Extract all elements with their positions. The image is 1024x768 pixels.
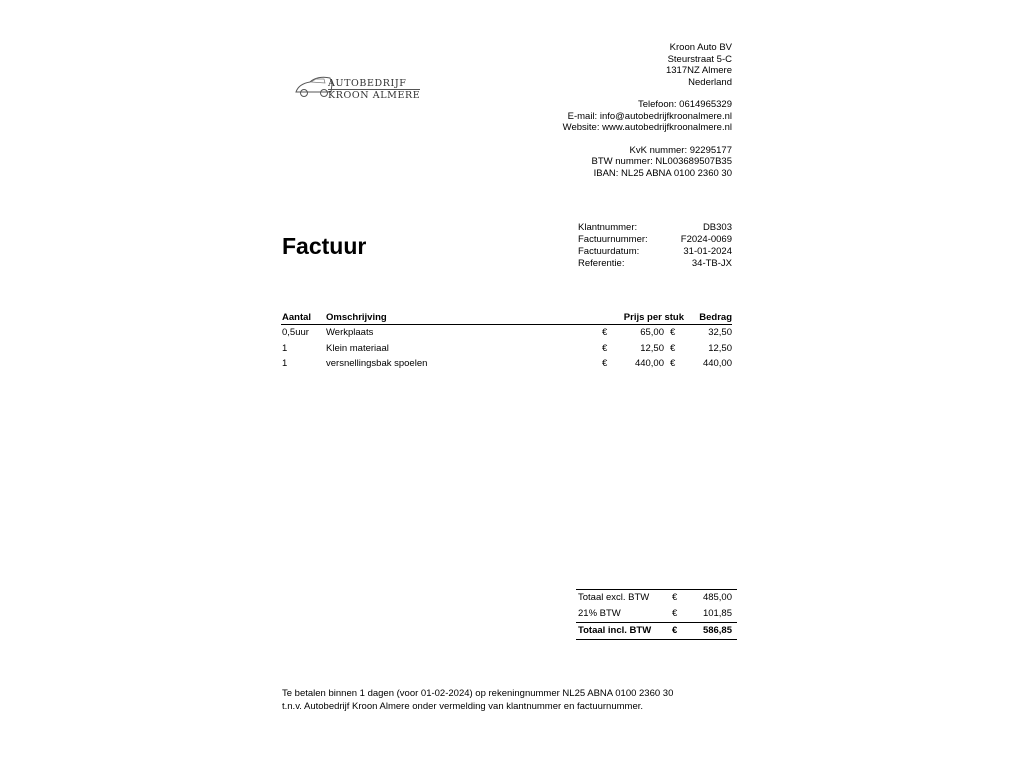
row-qty: 1 — [282, 342, 288, 354]
row-amount-currency: € — [670, 327, 676, 338]
meta-value: 31-01-2024 — [683, 246, 732, 257]
total-excl-vat-row — [576, 590, 737, 606]
company-country: Nederland — [688, 76, 732, 88]
company-website: Website: www.autobedrijfkroonalmere.nl — [562, 122, 732, 133]
invoice-title: Factuur — [282, 233, 367, 259]
logo-line-1: AUTOBEDRIJF — [328, 78, 407, 89]
meta-value: 34-TB-JX — [691, 258, 732, 269]
table-row — [281, 341, 732, 357]
row-price-currency: € — [602, 327, 608, 338]
total-label: Totaal incl. BTW — [578, 625, 652, 636]
meta-row-reference — [578, 258, 732, 270]
company-logo — [294, 70, 429, 106]
company-iban: IBAN: NL25 ABNA 0100 2360 30 — [593, 167, 732, 179]
payment-note — [282, 688, 673, 713]
meta-label: Klantnummer: — [578, 222, 638, 233]
company-phone: Telefoon: 0614965329 — [637, 99, 732, 110]
divider — [576, 639, 737, 640]
meta-label: Factuurnummer: — [578, 234, 648, 245]
meta-label: Factuurdatum: — [578, 246, 640, 257]
totals-block — [576, 589, 737, 640]
company-kvk: KvK nummer: 92295177 — [629, 144, 732, 156]
meta-row-invoice-number — [578, 234, 732, 246]
header-description: Omschrijving — [326, 312, 387, 323]
header-price: Prijs per stuk — [623, 312, 684, 323]
total-value: 586,85 — [702, 625, 732, 636]
row-qty: 1 — [282, 358, 288, 369]
total-currency: € — [672, 608, 678, 619]
row-description: versnellingsbak spoelen — [326, 358, 428, 369]
row-amount-currency: € — [670, 342, 676, 354]
items-table — [281, 311, 732, 372]
row-price-currency: € — [602, 358, 608, 369]
total-currency: € — [672, 592, 678, 603]
company-name: Kroon Auto BV — [669, 42, 732, 53]
meta-row-invoice-date — [578, 246, 732, 258]
company-email: E-mail: info@autobedrijfkroonalmere.nl — [567, 110, 732, 122]
meta-label: Referentie: — [578, 258, 625, 269]
logo-line-2: KROON ALMERE — [328, 90, 421, 101]
payment-note-line-2: t.n.v. Autobedrijf Kroon Almere onder vermelding van klantnummer en factuurnummer. — [282, 700, 644, 712]
meta-value: DB303 — [702, 222, 732, 233]
row-amount-currency: € — [670, 358, 676, 369]
company-street: Steurstraat 5-C — [667, 53, 732, 65]
meta-row-customer — [578, 222, 732, 234]
row-price: 12,50 — [640, 342, 664, 354]
vat-row — [576, 606, 737, 622]
total-label: 21% BTW — [578, 608, 621, 619]
row-amount: 440,00 — [702, 358, 732, 369]
row-description: Werkplaats — [326, 327, 374, 338]
company-info — [563, 42, 732, 179]
row-amount: 32,50 — [708, 327, 732, 338]
row-qty: 0,5uur — [282, 327, 309, 338]
invoice-meta — [578, 222, 732, 270]
row-price: 65,00 — [640, 327, 664, 338]
row-price-currency: € — [602, 342, 608, 354]
table-row — [281, 325, 732, 341]
row-price: 440,00 — [634, 358, 664, 369]
total-value: 485,00 — [702, 592, 732, 603]
row-description: Klein materiaal — [326, 342, 389, 354]
meta-value: F2024-0069 — [680, 234, 732, 245]
total-value: 101,85 — [702, 608, 732, 619]
items-header — [281, 311, 732, 325]
total-currency: € — [672, 625, 678, 636]
total-incl-vat-row — [576, 623, 737, 639]
total-label: Totaal excl. BTW — [578, 592, 650, 603]
table-row — [281, 356, 732, 372]
company-city: 1317NZ Almere — [665, 65, 732, 76]
header-amount: Bedrag — [699, 312, 732, 323]
company-btw: BTW nummer: NL003689507B35 — [591, 156, 732, 167]
row-amount: 12,50 — [708, 342, 732, 354]
payment-note-line-1: Te betalen binnen 1 dagen (voor 01-02-2024) op rekeningnummer NL25 ABNA 0100 2360 30 — [282, 688, 674, 699]
header-qty: Aantal — [282, 312, 312, 323]
